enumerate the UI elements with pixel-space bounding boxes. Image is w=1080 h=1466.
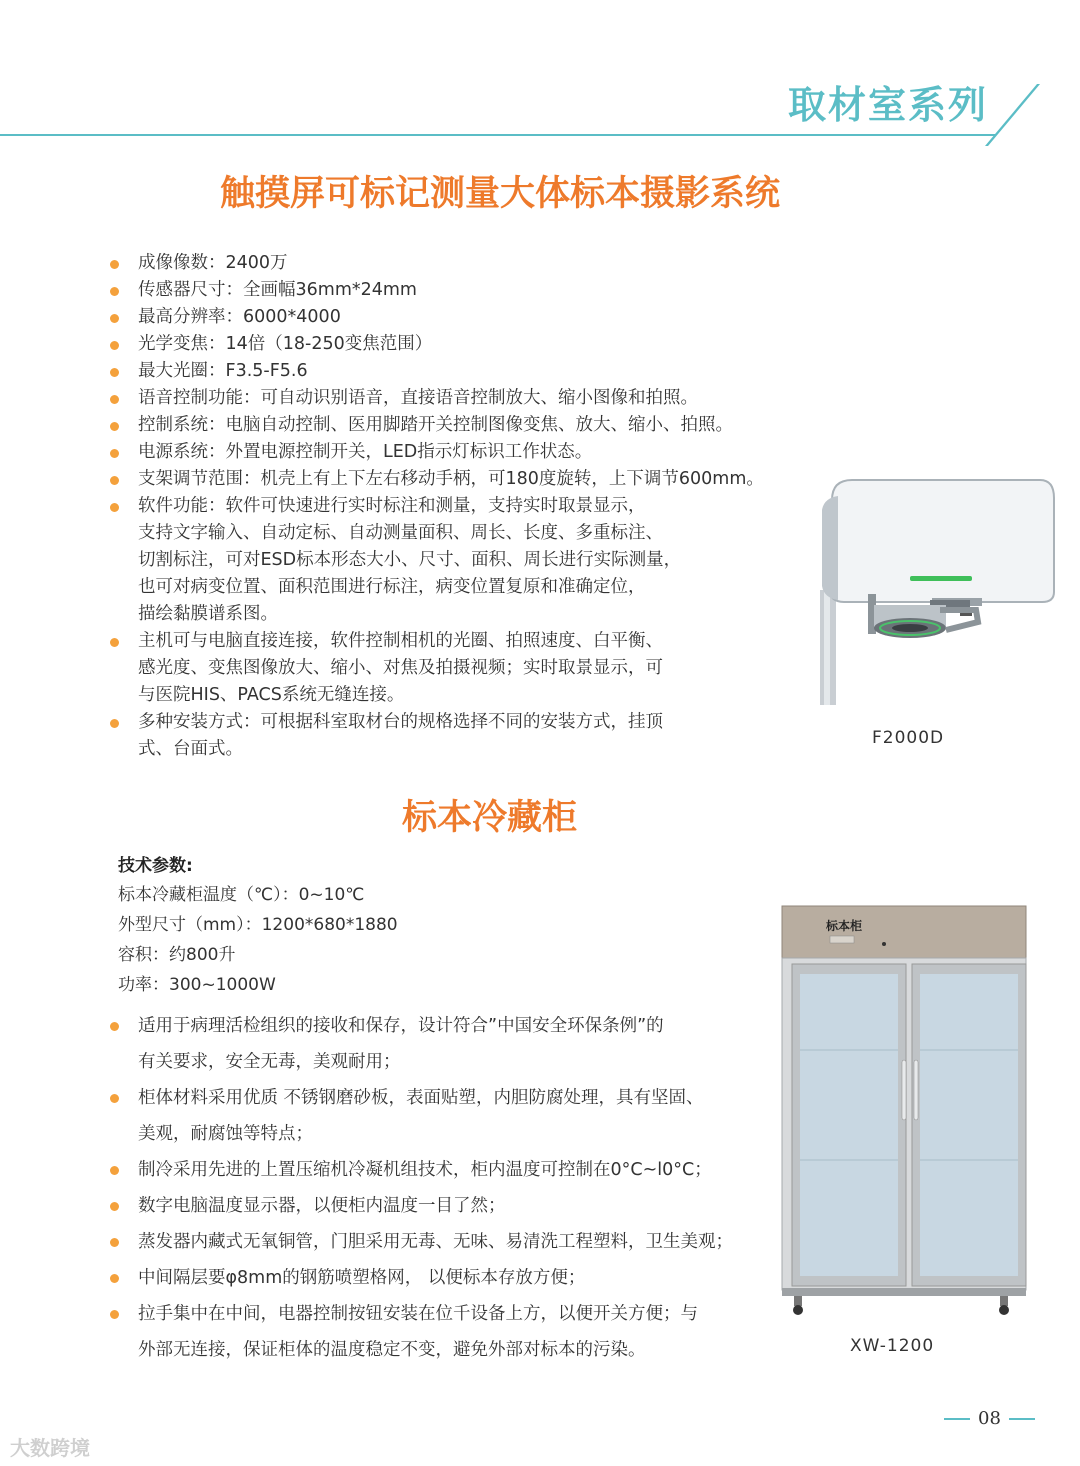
list-item: 中间隔层要φ8mm的钢筋喷塑格网， 以便标本存放方便； xyxy=(110,1260,733,1296)
list-item: 多种安装方式：可根据科室取材台的规格选择不同的安装方式，挂顶 xyxy=(110,709,764,736)
list-item-continuation: 感光度、变焦图像放大、缩小、对焦及拍摄视频；实时取景显示，可 xyxy=(138,658,663,678)
list-item: 拉手集中在中间，电器控制按钮安装在位千设备上方，以便开关方便；与 xyxy=(110,1296,733,1332)
watermark: 大数跨境 xyxy=(10,1436,90,1460)
bullet-dot xyxy=(110,1094,119,1103)
bullet-dot xyxy=(110,1022,119,1031)
list-item-continuation: 有关要求，安全无毒，美观耐用； xyxy=(138,1052,401,1072)
bullet-dot xyxy=(110,368,119,377)
list-item-continuation: 支持文字输入、自动定标、自动测量面积、周长、长度、多重标注、 xyxy=(138,523,663,543)
list-item: 光学变焦：14倍（18-250变焦范围） xyxy=(110,331,764,358)
param-row: 容积：约800升 xyxy=(118,945,236,965)
list-item: 数字电脑温度显示器，以便柜内温度一目了然； xyxy=(110,1188,733,1224)
bullet-dot xyxy=(110,1202,119,1211)
param-row: 标本冷藏柜温度（℃）：0~10℃ xyxy=(118,885,365,905)
list-item: 最大光圈：F3.5-F5.6 xyxy=(110,358,764,385)
bullet-dot xyxy=(110,1238,119,1247)
bullet-dot xyxy=(110,638,119,647)
list-item-continuation: 外部无连接，保证柜体的温度稳定不变，避免外部对标本的污染。 xyxy=(138,1340,646,1360)
cabinet-params xyxy=(118,852,398,1000)
list-item: 支架调节范围：机壳上有上下左右移动手柄，可180度旋转，上下调节600mm。 xyxy=(110,466,764,493)
list-item-continuation: 美观，耐腐蚀等特点； xyxy=(138,1124,313,1144)
bullet-dot xyxy=(110,287,119,296)
bullet-dot xyxy=(110,476,119,485)
cabinet-feature-list xyxy=(110,1008,733,1368)
list-item: 电源系统：外置电源控制开关，LED指示灯标识工作状态。 xyxy=(110,439,764,466)
list-item: 蒸发器内藏式无氧铜管，门胆采用无毒、无味、易清洗工程塑料，卫生美观； xyxy=(110,1224,733,1260)
list-item: 软件功能：软件可快速进行实时标注和测量，支持实时取景显示， xyxy=(110,493,764,520)
list-item-continuation: 描绘黏膜谱系图。 xyxy=(138,604,278,624)
list-item-continuation: 式、台面式。 xyxy=(138,739,243,759)
cabinet-image xyxy=(768,900,1038,1320)
bullet-dot xyxy=(110,260,119,269)
list-item: 语音控制功能：可自动识别语音，直接语音控制放大、缩小图像和拍照。 xyxy=(110,385,764,412)
cabinet-model-caption: XW-1200 xyxy=(850,1336,935,1356)
bullet-dot xyxy=(110,314,119,323)
page-number-rule-right xyxy=(1009,1418,1035,1420)
list-item: 传感器尺寸：全画幅36mm*24mm xyxy=(110,277,764,304)
list-item: 柜体材料采用优质 不锈钢磨砂板，表面贴塑，内胆防腐处理，具有坚固、 xyxy=(110,1080,733,1116)
camera-spec-list xyxy=(110,250,764,763)
list-item: 控制系统：电脑自动控制、医用脚踏开关控制图像变焦、放大、缩小、拍照。 xyxy=(110,412,764,439)
header-slash xyxy=(985,84,1040,146)
list-item: 主机可与电脑直接连接，软件控制相机的光圈、拍照速度、白平衡、 xyxy=(110,628,764,655)
bullet-dot xyxy=(110,1310,119,1319)
bullet-dot xyxy=(110,449,119,458)
header-rule xyxy=(0,134,995,136)
section-title-camera: 触摸屏可标记测量大体标本摄影系统 xyxy=(220,174,781,214)
bullet-dot xyxy=(110,422,119,431)
series-title: 取材室系列 xyxy=(787,83,988,127)
bullet-dot xyxy=(110,1166,119,1175)
camera-device-image xyxy=(810,470,1060,710)
camera-model-caption: F2000D xyxy=(872,728,945,748)
param-row: 功率：300~1000W xyxy=(118,975,276,995)
list-item-continuation: 也可对病变位置、面积范围进行标注，病变位置复原和准确定位， xyxy=(138,577,646,597)
cabinet-label: 标本柜 xyxy=(826,919,863,933)
bullet-dot xyxy=(110,1274,119,1283)
list-item: 制冷采用先进的上置压缩机冷凝机组技术，柜内温度可控制在0°C~l0°C； xyxy=(110,1152,733,1188)
page-number: 08 xyxy=(936,1408,1043,1429)
list-item-continuation: 切割标注，可对ESD标本形态大小、尺寸、面积、周长进行实际测量， xyxy=(138,550,682,570)
params-label: 技术参数: xyxy=(118,856,193,876)
page-number-rule-left xyxy=(944,1418,970,1420)
list-item-continuation: 与医院HIS、PACS系统无缝连接。 xyxy=(138,685,405,705)
bullet-dot xyxy=(110,341,119,350)
bullet-dot xyxy=(110,503,119,512)
bullet-dot xyxy=(110,719,119,728)
list-item: 适用于病理活检组织的接收和保存，设计符合”中国安全环保条例”的 xyxy=(110,1008,733,1044)
bullet-dot xyxy=(110,395,119,404)
param-row: 外型尺寸（mm）：1200*680*1880 xyxy=(118,915,398,935)
list-item: 成像像数：2400万 xyxy=(110,250,764,277)
section-title-cabinet: 标本冷藏柜 xyxy=(402,798,578,838)
list-item: 最高分辨率：6000*4000 xyxy=(110,304,764,331)
